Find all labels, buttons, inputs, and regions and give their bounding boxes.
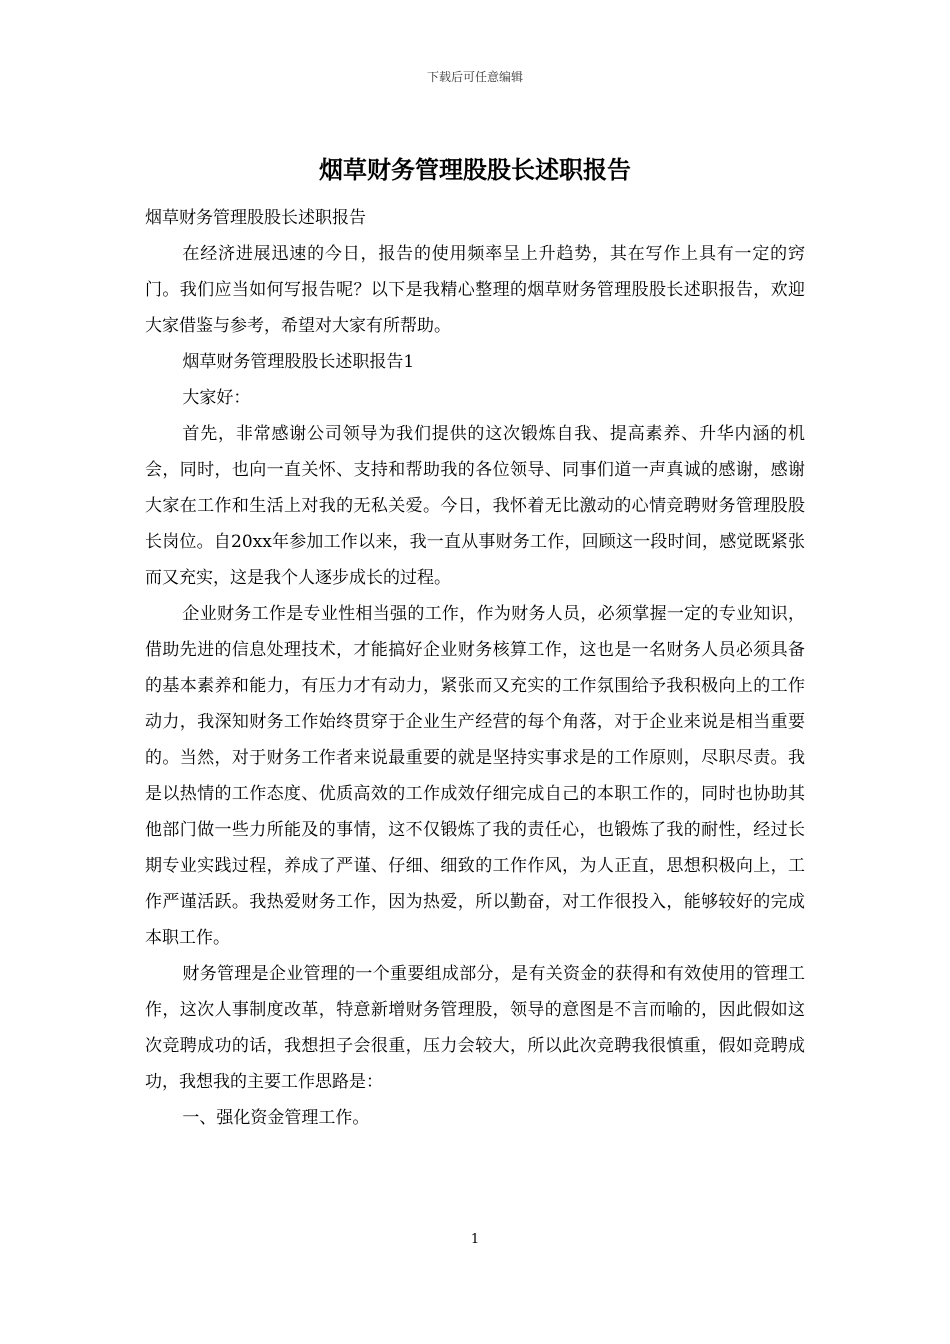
page-header: 下载后可任意编辑 xyxy=(426,70,523,84)
greeting-paragraph: 大家好： xyxy=(182,388,251,408)
document-title: 烟草财务管理股股长述职报告 xyxy=(319,155,631,184)
document-body xyxy=(145,200,805,1136)
body-paragraph: 企业财务工作是专业性相当强的工作，作为财务人员，必须掌握一定的专业知识，借助先进的信息处理技术，才能搞好企业财务核算工作，这也是一名财务人员必须具备的基本素养和能力，有压力才有动力，紧张而又充实的工作氛围给予我积极向上的工作动力，我深知财务工作始终贯穿于企业生产经营的每个角落，对于企业来说是相当重要的。当然，对于财务工作者来说最重要的就是坚持实事求是的工作原则，尽职尽责。我是以热情的工作态度、优质高效的工作成效仔细完成自己的本职工作的，同时也协助其他部门做一些力所能及的事情，这不仅锻炼了我的责任心，也锻炼了我的耐性，经过长期专业实践过程，养成了严谨、仔细、细致的工作作风，为人正直，思想积极向上，工作严谨活跃。我热爱财务工作，因为热爱，所以勤奋，对工作很投入，能够较好的完成本职工作。 xyxy=(145,604,805,948)
list-item: 一、强化资金管理工作。 xyxy=(182,1108,370,1128)
body-paragraph: 首先，非常感谢公司领导为我们提供的这次锻炼自我、提高素养、升华内涵的机会，同时，也向一直关怀、支持和帮助我的各位领导、同事们道一声真诚的感谢，感谢大家在工作和生活上对我的无私关爱。今日，我怀着无比激动的心情竞聘财务管理股股长岗位。自20xx年参加工作以来，我一直从事财务工作，回顾这一段时间，感觉既紧张而又充实，这是我个人逐步成长的过程。 xyxy=(145,424,805,588)
subtitle-paragraph: 烟草财务管理股股长述职报告 xyxy=(145,208,366,228)
section-heading: 烟草财务管理股股长述职报告1 xyxy=(182,352,415,372)
intro-paragraph: 在经济进展迅速的今日，报告的使用频率呈上升趋势，其在写作上具有一定的窍门。我们应当如何写报告呢？以下是我精心整理的烟草财务管理股股长述职报告，欢迎大家借鉴与参考，希望对大家有所帮助。 xyxy=(145,244,805,336)
page-number: 1 xyxy=(470,1232,480,1247)
body-paragraph: 财务管理是企业管理的一个重要组成部分，是有关资金的获得和有效使用的管理工作，这次人事制度改革，特意新增财务管理股，领导的意图是不言而喻的，因此假如这次竞聘成功的话，我想担子会很重，压力会较大，所以此次竞聘我很慎重，假如竞聘成功，我想我的主要工作思路是： xyxy=(145,964,805,1092)
